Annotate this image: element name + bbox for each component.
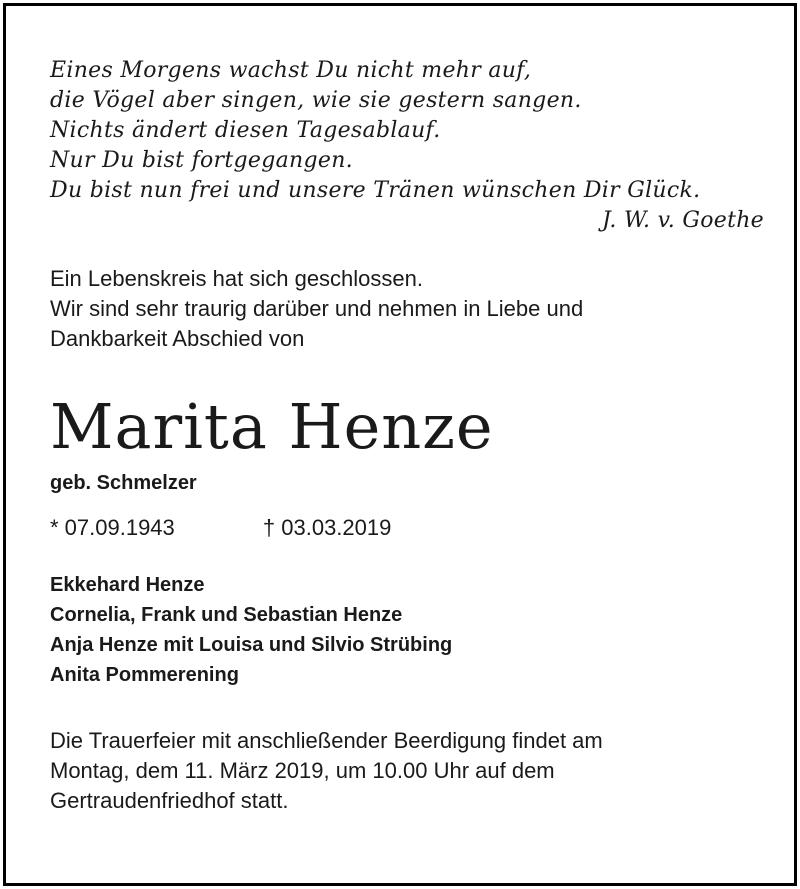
service-line: Montag, dem 11. März 2019, um 10.00 Uhr auf dem: [50, 758, 555, 783]
birth-date: * 07.09.1943: [50, 515, 175, 540]
intro-line: Dankbarkeit Abschied von: [50, 326, 305, 351]
intro-line: Ein Lebenskreis hat sich geschlossen.: [50, 266, 423, 291]
mourners-list: [50, 570, 766, 690]
deceased-name: Marita Henze: [50, 390, 494, 463]
poem: [50, 56, 766, 236]
obituary-content: [50, 56, 766, 816]
service-line: Die Trauerfeier mit anschließender Beerdigung findet am: [50, 728, 603, 753]
mourner: Ekkehard Henze: [50, 574, 205, 596]
mourner: Anita Pommerening: [50, 664, 239, 686]
poem-line: Du bist nun frei und unsere Tränen wünschen Dir Glück.: [50, 178, 701, 203]
death-date: † 03.03.2019: [262, 515, 392, 540]
poem-line: Nur Du bist fortgegangen.: [50, 148, 353, 173]
intro-text: [50, 264, 766, 354]
mourner: Anja Henze mit Louisa und Silvio Strübing: [50, 634, 453, 656]
life-dates: [50, 514, 766, 542]
poem-line: die Vögel aber singen, wie sie gestern sangen.: [50, 88, 582, 113]
obituary-frame: [3, 3, 797, 886]
mourner: Cornelia, Frank und Sebastian Henze: [50, 604, 403, 626]
poem-author: J. W. v. Goethe: [601, 208, 764, 233]
maiden-name: geb. Schmelzer: [50, 472, 197, 494]
service-info: [50, 726, 766, 816]
service-line: Gertraudenfriedhof statt.: [50, 788, 289, 813]
poem-line: Eines Morgens wachst Du nicht mehr auf,: [50, 58, 532, 83]
intro-line: Wir sind sehr traurig darüber und nehmen in Liebe und: [50, 296, 584, 321]
poem-line: Nichts ändert diesen Tagesablauf.: [50, 118, 441, 143]
